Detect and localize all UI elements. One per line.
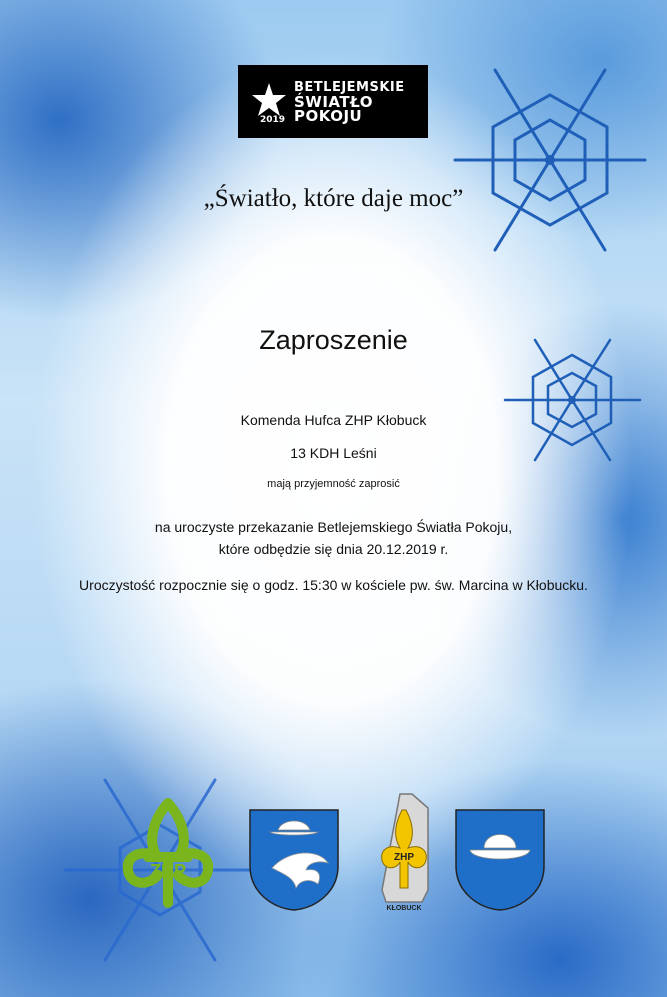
host-line-3: mają przyjemność zaprosić: [267, 478, 400, 490]
host-line-1: Komenda Hufca ZHP Kłobuck: [240, 412, 427, 428]
snowflake-top-right-icon: [445, 60, 655, 260]
klobuck-badge-text: KŁOBUCK: [386, 905, 422, 912]
badge-year: 2019: [260, 115, 286, 125]
event-line-2: które odbędzie się dnia 20.12.2019 r.: [218, 541, 449, 557]
klobuck-coat-of-arms-wing: [248, 808, 340, 912]
badge-line-3: POKOJU: [294, 106, 363, 125]
motto: „Światło, które daje moc”: [203, 185, 464, 212]
event-line-1: na uroczyste przekazanie Betlejemskiego Światła Pokoju,: [154, 519, 513, 535]
badge-line-2: ŚWIATŁO: [294, 92, 373, 111]
klobuck-coat-of-arms-hat: [454, 808, 546, 912]
badge-line-1: BETLEJEMSKIE: [294, 79, 405, 95]
zhp-lily-text: ZHP: [150, 861, 186, 881]
betlejemskie-swiatlo-pokoju-logo: [238, 65, 428, 138]
zhp-badge-text: ZHP: [394, 852, 414, 863]
page-title: Zaproszenie: [259, 325, 408, 355]
event-line-3: Uroczystość rozpocznie się o godz. 15:30 w kościele pw. św. Marcina w Kłobucku.: [79, 577, 588, 593]
host-line-2: 13 KDH Leśni: [290, 445, 377, 461]
zhp-klobuck-badge: [372, 790, 436, 912]
zhp-lily-logo: [118, 795, 218, 910]
